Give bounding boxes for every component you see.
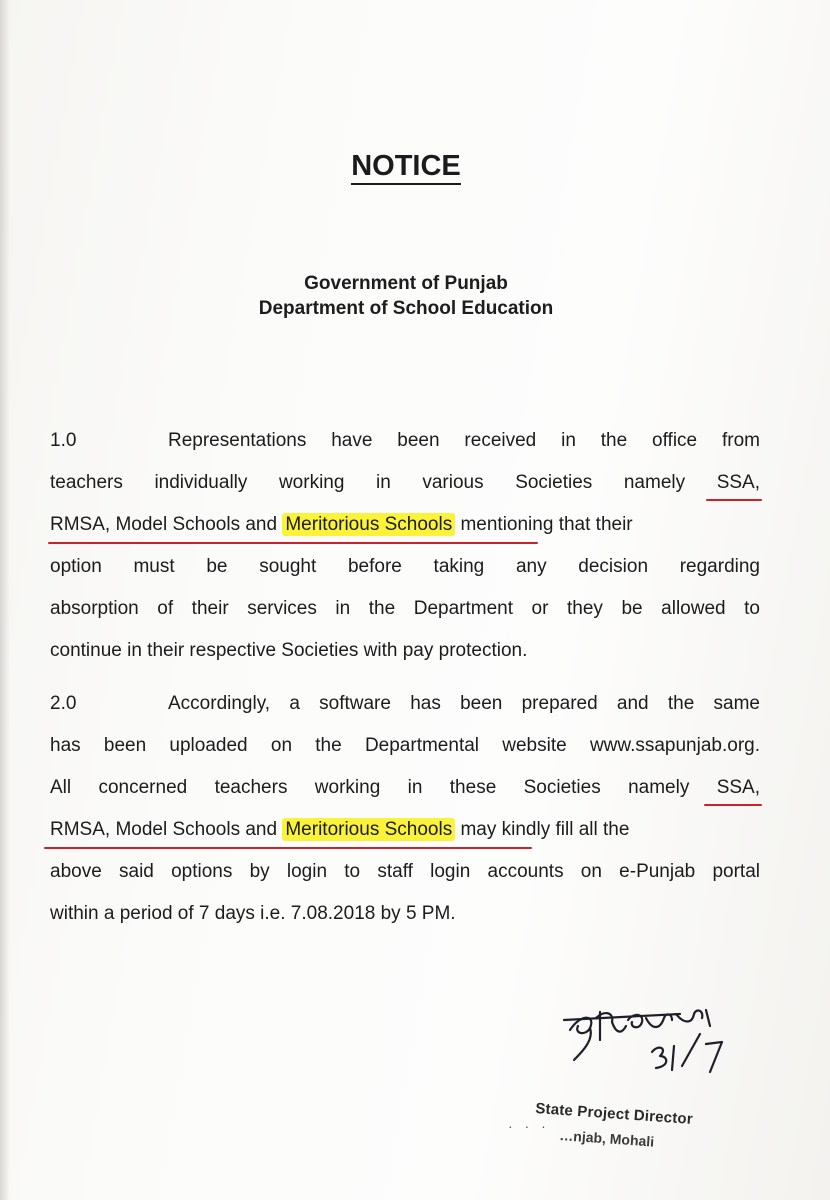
red-underline xyxy=(704,804,762,806)
paragraph-1-line-5: absorption of their services in the Department or they be allowed to xyxy=(50,598,760,619)
handwritten-signature xyxy=(560,1000,740,1090)
smudged-text: · · · xyxy=(508,1118,550,1134)
paragraph-1-line-1: 1.0 Representations have been received in the office from xyxy=(50,420,760,462)
paragraph-2 xyxy=(50,683,760,935)
paragraph-1 xyxy=(50,420,760,672)
paragraph-2-line-2: has been uploaded on the Departmental website www.ssapunjab.org. xyxy=(50,735,760,756)
notice-title: NOTICE xyxy=(0,150,812,183)
paragraph-1-line-2: teachers individually working in various Societies namely SSA, xyxy=(50,462,760,504)
paragraph-2-line-6: within a period of 7 days i.e. 7.08.2018 by 5 PM. xyxy=(50,903,456,924)
paragraph-2-line-4: RMSA, Model Schools and Meritorious Schools may kindly fill all the xyxy=(50,809,760,851)
signatory-designation: State Project Director xyxy=(534,1100,694,1128)
paragraph-1-line-3: RMSA, Model Schools and Meritorious Schools mentioning that their xyxy=(50,504,760,546)
red-underline xyxy=(48,542,538,544)
red-underline xyxy=(706,499,762,501)
department-heading: Department of School Education xyxy=(258,298,554,319)
paragraph-1-line-6: continue in their respective Societies with pay protection. xyxy=(50,640,528,661)
government-heading: Government of Punjab xyxy=(304,273,508,294)
signatory-office: …njab, Mohali xyxy=(558,1127,655,1150)
paragraph-2-line-5: above said options by login to staff login accounts on e-Punjab portal xyxy=(50,861,760,882)
paragraph-2-line-1: 2.0 Accordingly, a software has been prepared and the same xyxy=(50,683,760,725)
highlighted-text: Meritorious Schools xyxy=(282,513,455,536)
paragraph-2-line-3: All concerned teachers working in these Societies namely SSA, xyxy=(50,767,760,809)
paragraph-1-number: 1.0 xyxy=(50,430,77,451)
highlighted-text: Meritorious Schools xyxy=(282,818,455,841)
paragraph-2-number: 2.0 xyxy=(50,693,77,714)
paragraph-1-line-4: option must be sought before taking any decision regarding xyxy=(50,556,760,577)
red-underline xyxy=(44,847,532,849)
